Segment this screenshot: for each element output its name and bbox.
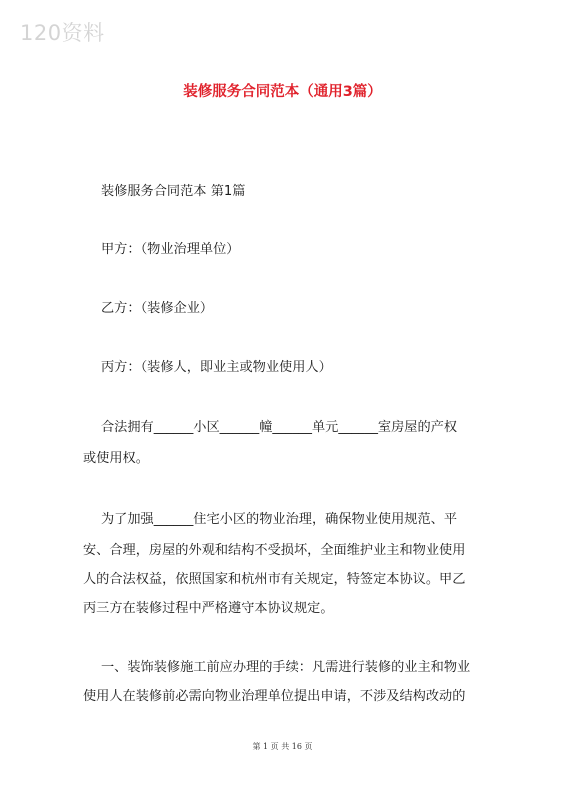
paragraph-line: 使用人在装修前必需向物业治理单位提出申请，不涉及结构改动的 (83, 689, 466, 704)
watermark: 120资料 (20, 21, 105, 45)
party-c: 丙方：（装修人，即业主或物业使用人） (101, 360, 332, 375)
party-b: 乙方：（装修企业） (101, 301, 214, 316)
page-footer: 第 1 页 共 16 页 (252, 742, 313, 751)
document-title: 装修服务合同范本（通用3篇） (183, 84, 382, 100)
party-a: 甲方：（物业治理单位） (101, 242, 240, 257)
paragraph-line: 合法拥有______小区______幢______单元______室房屋的产权 (101, 420, 458, 435)
paragraph-line: 一、装饰装修施工前应办理的手续：凡需进行装修的业主和物业 (101, 660, 471, 675)
paragraph-line: 安、合理，房屋的外观和结构不受损坏，全面维护业主和物业使用 (83, 543, 466, 558)
paragraph-line: 为了加强______住宅小区的物业治理，确保物业使用规范、平 (101, 512, 458, 527)
paragraph-line: 人的合法权益，依照国家和杭州市有关规定，特签定本协议。甲乙 (83, 572, 466, 587)
paragraph-line: 或使用权。 (83, 451, 149, 466)
paragraph-line: 丙三方在装修过程中严格遵守本协议规定。 (83, 601, 334, 616)
section-heading: 装修服务合同范本 第1篇 (101, 184, 246, 199)
